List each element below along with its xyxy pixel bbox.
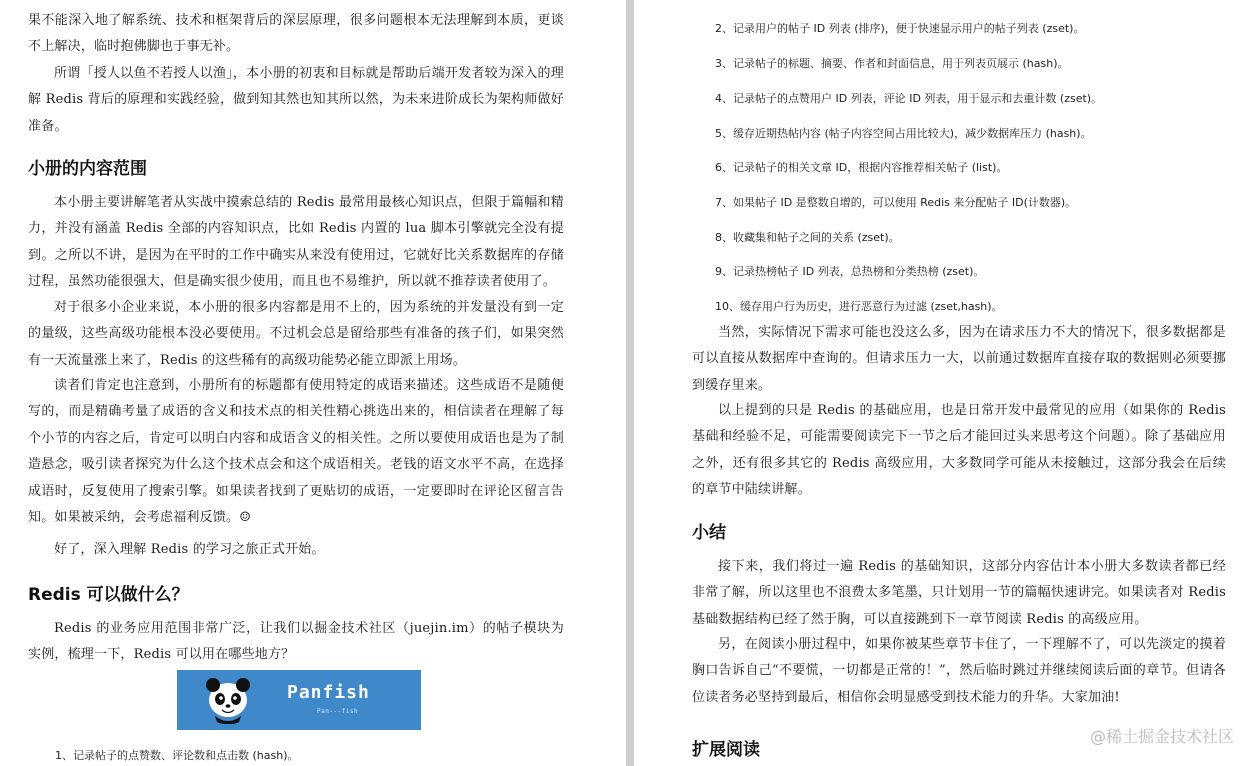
list-item: 6、记录帖子的相关文章 ID，根据内容推荐相关帖子 (list)。: [715, 161, 1008, 174]
section-heading-scope: 小册的内容范围: [28, 159, 147, 179]
panda-logo-icon: [205, 674, 251, 724]
list-item: 8、收藏集和帖子之间的关系 (zset)。: [715, 231, 900, 244]
paragraph: 所谓「授人以鱼不若授人以渔」，本小册的初衷和目标就是帮助后端开发者较为深入的理解 Redis 背后的原理和实践经验，做到知其然也知其所以然，为未来进阶成长为架构师做好准备。: [28, 66, 564, 134]
banner-wordmark: Panfish: [287, 682, 370, 703]
section-heading-summary: 小结: [692, 523, 726, 543]
paragraph: Redis 的业务应用范围非常广泛，让我们以掘金技术社区（juejin.im）的帖子模块为实例，梳理一下，Redis 可以用在哪些地方？: [28, 621, 564, 663]
section-heading-redis: Redis 可以做什么？: [28, 585, 189, 605]
list-item: 2、记录用户的帖子 ID 列表 (排序)，便于快速显示用户的帖子列表 (zset)。: [715, 22, 1085, 35]
paragraph: 读者们肯定也注意到，小册所有的标题都有使用特定的成语来描述。这些成语不是随便写的，而是精确考量了成语的含义和技术点的相关性精心挑选出来的，相信读者在理解了每个小节的内容之后，肯定可以明白内容和成语含义的相关性。之所以要使用成语也是为了制造悬念，吸引读者探究为什么这个技术点会和这个成语相关。老钱的语文水平不高，在选择成语时，反复使用了搜索引擎。如果读者找到了更贴切的成语，一定要即时在评论区留言告知。如果被采纳，会考虑福利反馈。☺: [28, 378, 564, 526]
watermark: @稀土掘金技术社区: [1089, 727, 1234, 746]
paragraph: 接下来，我们将过一遍 Redis 的基础知识，这部分内容估计本小册大多数读者都已经非常了解，所以这里也不浪费太多笔墨，只计划用一节的篇幅快速讲完。如果读者对 Redis 基础数据结构已经了然于胸，可以直接跳到下一章节阅读 Redis 的高级应用。: [692, 559, 1226, 627]
list-item: 10、缓存用户行为历史，进行恶意行为过滤 (zset,hash)。: [715, 300, 1003, 313]
paragraph: 以上提到的只是 Redis 的基础应用，也是日常开发中最常见的应用（如果你的 Redis 基础和经验不足，可能需要阅读完下一节之后才能回过头来思考这个问题）。除了基础应用之外，还有很多其它的 Redis 高级应用，大多数同学可能从未接触过，这部分我会在后续的章节中陆续讲解。: [692, 403, 1226, 498]
list-item: 4、记录帖子的点赞用户 ID 列表，评论 ID 列表，用于显示和去重计数 (zset)。: [715, 92, 1103, 105]
paragraph: 当然，实际情况下需求可能也没这么多，因为在请求压力不大的情况下，很多数据都是可以直接从数据库中查询的。但请求压力一大，以前通过数据库直接存取的数据则必须要挪到缓存里来。: [692, 325, 1226, 393]
list-item: 1、记录帖子的点赞数、评论数和点击数 (hash)。: [55, 749, 299, 762]
list-item: 5、缓存近期热帖内容 (帖子内容空间占用比较大)，减少数据库压力 (hash)。: [715, 127, 1092, 140]
paragraph: 好了，深入理解 Redis 的学习之旅正式开始。: [54, 542, 325, 557]
list-item: 7、如果帖子 ID 是整数自增的，可以使用 Redis 来分配帖子 ID(计数器)。: [715, 196, 1077, 209]
section-heading-further-reading: 扩展阅读: [692, 740, 760, 760]
paragraph: 对于很多小企业来说，本小册的很多内容都是用不上的，因为系统的并发量没有到一定的量级，这些高级功能根本没必要使用。不过机会总是留给那些有准备的孩子们，如果突然有一天流量涨上来了，Redis 的这些稀有的高级功能势必能立即派上用场。: [28, 300, 564, 368]
paragraph: 本小册主要讲解笔者从实战中摸索总结的 Redis 最常用最核心知识点，但限于篇幅和精力，并没有涵盖 Redis 全部的内容知识点，比如 Redis 内置的 lua 脚本引擎就完全没有提到。之所以不讲，是因为在平时的工作中确实从来没有使用过，它就好比关系数据库的存储过程，虽然功能很强大，但是确实很少使用，而且也不易维护，所以就不推荐读者使用了。: [28, 195, 564, 290]
right-page: [640, 0, 1256, 766]
list-item: 3、记录帖子的标题、摘要、作者和封面信息，用于列表页展示 (hash)。: [715, 57, 1069, 70]
paragraph: 果不能深入地了解系统、技术和框架背后的深层原理，很多问题根本无法理解到本质，更谈不上解决，临时抱佛脚也于事无补。: [28, 13, 564, 55]
banner-subtext: Pan---fish: [317, 708, 359, 715]
paragraph: 另，在阅读小册过程中，如果你被某些章节卡住了，一下理解不了，可以先淡定的摸着胸口告诉自己“不要慌，一切都是正常的！”，然后临时跳过并继续阅读后面的章节。但请各位读者务必坚持到最后，相信你会明显感受到技术能力的升华。大家加油!: [692, 637, 1226, 705]
list-item: 9、记录热榜帖子 ID 列表，总热榜和分类热榜 (zset)。: [715, 265, 985, 278]
left-page: [0, 0, 620, 766]
page-divider: [626, 0, 634, 766]
panfish-banner-image: [177, 670, 421, 730]
